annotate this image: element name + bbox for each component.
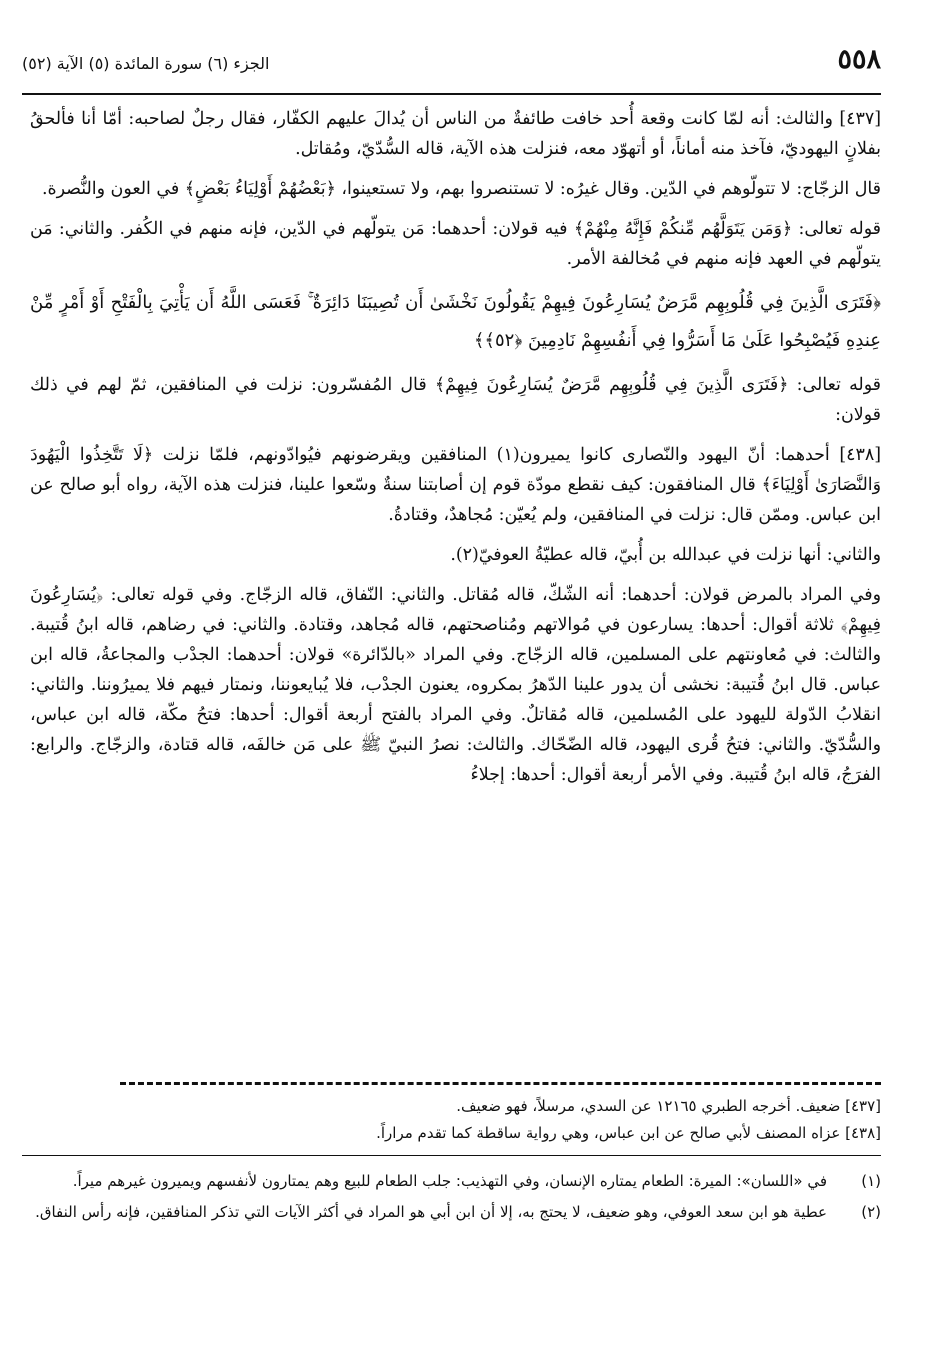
- main-text: [30, 104, 881, 800]
- footnotes: [30, 1168, 881, 1230]
- footnote-number: (٢): [861, 1203, 881, 1221]
- paragraph-438: [٤٣٨] أحدهما: أنّ اليهود والنّصارى كانوا يميرون(١) المنافقين ويقرضونهم فيُوادّونهم، فلمّا نزلت ﴿لَا تَتَّخِذُوا الْيَهُودَ وَالنَّصَارَىٰ أَوْلِيَاءَ﴾ قال المنافقون: كيف نقطع مودّة قوم إن أصابتنا سنةٌ وسّعوا علينا، فنزلت هذه الآية، رواه أبو صالح عن ابن عباس. وممّن قال: نزلت في المنافقين، ولم يُعيّن: مُجاهدٌ، وقتادةُ.: [30, 445, 881, 525]
- footnote-text: في «اللسان»: الميرة: الطعام يمتاره الإنسان، وفي التهذيب: جلب الطعام للبيع وهم يمتارون لأنفسهم ويميرون غيرهم ميراً.: [72, 1172, 827, 1190]
- header-rule: [22, 93, 881, 95]
- takhrij-notes: [30, 1093, 881, 1147]
- footnote-1: [30, 1168, 881, 1195]
- footnote-text: عطية هو ابن سعد العوفي، وهو ضعيف، لا يحتج به، إلا أن ابن أبي هو المراد في أكثر الآيات التي تذكر المنافقين، فإنه رأس النفاق.: [35, 1203, 827, 1221]
- footnote-2: [30, 1199, 881, 1226]
- takhrij-438: [٤٣٨] عزاه المصنف لأبي صالح عن ابن عباس، وهي رواية ساقطة كما تقدم مراراً.: [376, 1124, 881, 1142]
- paragraph-zajjaj: قال الزجّاج: لا تتولّوهم في الدّين. وقال غيرُه: لا تستنصروا بهم، ولا تستعينوا، ﴿بَعْضُهُمْ أَوْلِيَاءُ بَعْضٍ﴾ في العون والنُّصرة.: [41, 179, 881, 199]
- running-title: الجزء (٦) سورة المائدة (٥) الآية (٥٢): [22, 54, 270, 73]
- footnote-number: (١): [861, 1172, 881, 1190]
- paragraph-munafiqin: قوله تعالى: ﴿فَتَرَى الَّذِينَ فِي قُلُوبِهِم مَّرَضٌ يُسَارِعُونَ فِيهِمْ﴾ قال المُفسّرون: نزلت في المنافقين، ثمّ لهم في ذلك قولان:: [30, 375, 881, 425]
- paragraph-tawalli: قوله تعالى: ﴿وَمَن يَتَوَلَّهُم مِّنكُمْ فَإِنَّهُ مِنْهُمْ﴾ فيه قولان: أحدهما: مَن يتولّهم في الدّين، فإنه منهم في الكُفر. والثاني: مَن يتولّهم في العهد فإنه منهم في مُخالفة الأمر.: [30, 219, 881, 269]
- footnote-rule: [22, 1155, 881, 1156]
- quran-verse-52: ﴿فَتَرَى الَّذِينَ فِي قُلُوبِهِم مَّرَضٌ يُسَارِعُونَ فِيهِمْ يَقُولُونَ نَخْشَىٰ أَن تُصِيبَنَا دَائِرَةٌ ۚ فَعَسَى اللَّهُ أَن يَأْتِيَ بِالْفَتْحِ أَوْ أَمْرٍ مِّنْ عِندِهِ فَيُصْبِحُوا عَلَىٰ مَا أَسَرُّوا فِي أَنفُسِهِمْ نَادِمِينَ ﴿٥٢﴾﴾: [30, 292, 881, 351]
- page-header: [22, 44, 881, 88]
- takhrij-separator: [120, 1082, 881, 1085]
- paragraph-tafsir: وفي المراد بالمرض قولان: أحدهما: أنه الشّكّ، قاله مُقاتل. والثاني: النّفاق، قاله الزجّاج. وفي قوله تعالى: ﴿يُسَارِعُونَ فِيهِمْ﴾ ثلاثة أقوال: أحدها: يسارعون في مُوالاتهم ومُناصحتهم، قاله مُجاهد، وقتادة. والثاني: في رضاهم، قاله ابنُ قُتيبة. والثالث: في مُعاونتهم على المسلمين، قاله الزجّاج. وفي المراد «بالدّائرة» قولان: أحدهما: الجدْب والمجاعةُ، قاله ابن عباس. قال ابنُ قُتيبة: نخشى أن يدور علينا الدّهرُ بمكروه، يعنون الجدْب، فلا يُبايعوننا، ونمتار فيهم فلا يميرُوننا. والثاني: انقلابُ الدّولة لليهود على المُسلمين، قاله مُقاتلٌ. وفي المراد بالفتح أربعة أقوال: أحدها: فتحُ مكّة، قاله ابن عباس، والسُّدّيّ. والثاني: فتحُ قُرى اليهود، قاله الضّحّاك. والثالث: نصرُ النبيّ ﷺ على مَن خالفَه، قاله قتادة، والزجّاج. والرابع: الفرَجُ، قاله ابنُ قُتيبة. وفي الأمر أربعة أقوال: أحدها: إجلاءُ: [30, 585, 881, 785]
- paragraph-437: [٤٣٧] والثالث: أنه لمّا كانت وقعة أُحد خافت طائفةٌ من الناس أن يُدالَ عليهم الكفّار، فقال رجلٌ لصاحبه: أمّا أنا فألحقُ بفلانٍ اليهوديّ، فآخذ منه أماناً، أو أتهوّد معه، فنزلت هذه الآية، قاله السُّدّيّ، ومُقاتل.: [30, 109, 881, 159]
- takhrij-437: [٤٣٧] ضعيف. أخرجه الطبري ١٢١٦٥ عن السدي، مرسلاً، فهو ضعيف.: [456, 1097, 881, 1115]
- paragraph-ibn-ubayy: والثاني: أنها نزلت في عبدالله بن أُبيّ، قاله عطيّةُ العوفيّ(٢).: [450, 545, 881, 565]
- page-number: ٥٥٨: [837, 44, 881, 75]
